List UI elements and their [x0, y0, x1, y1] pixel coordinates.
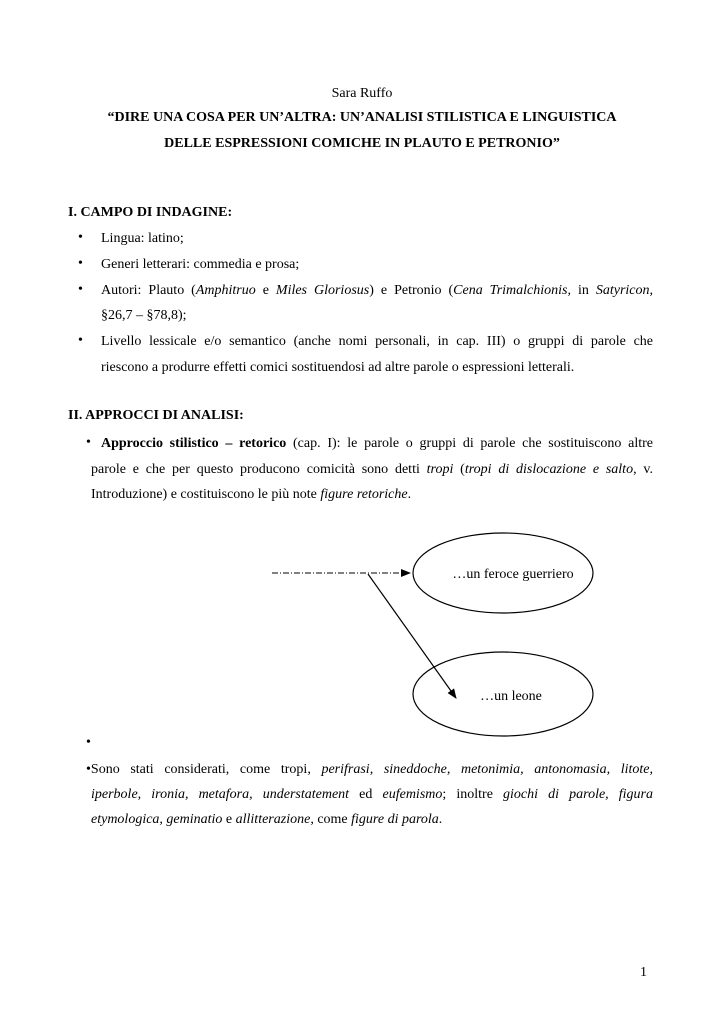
ellipse-2-label: …un leone: [480, 689, 542, 704]
paragraph-tropi-line-2: iperbole, ironia, metafora, understatement ed eufemismo; inoltre giochi di parole, figura: [91, 787, 654, 802]
section-2-heading: II. APPROCCI DI ANALISI:: [68, 408, 244, 423]
author-name: Sara Ruffo: [331, 86, 393, 101]
bullet-dot: •: [78, 333, 83, 348]
paragraph-approccio-line-2: parole e che per questo producono comicità sono detti tropi (tropi di dislocazione e salto, v.: [91, 462, 653, 477]
paragraph-tropi-line-1: •Sono stati considerati, come tropi, perifrasi, sineddoche, metonimia, antonomasia, litote,: [86, 762, 654, 777]
title-line-2: DELLE ESPRESSIONI COMICHE IN PLAUTO E PETRONIO”: [164, 136, 560, 151]
ellipse-1-label: …un feroce guerriero: [452, 567, 574, 582]
page-number: 1: [640, 965, 647, 980]
diagonal-arrow: [368, 574, 456, 698]
list-item-autori: Autori: Plauto (Amphitruo e Miles Gloriosus) e Petronio (Cena Trimalchionis, in Satyricon,: [101, 283, 653, 298]
list-item-livello: Livello lessicale e/o semantico (anche nomi personali, in cap. III) o gruppi di parole che: [101, 334, 653, 349]
section-1-heading: I. CAMPO DI INDAGINE:: [68, 205, 233, 220]
list-item-generi: Generi letterari: commedia e prosa;: [101, 257, 300, 272]
paragraph-approccio-line-1: Approccio stilistico – retorico (cap. I): le parole o gruppi di parole che sostituiscono altre: [101, 436, 653, 451]
bullet-dot: •: [78, 256, 83, 271]
bullet-dot: •: [86, 435, 91, 450]
list-item-lingua: Lingua: latino;: [101, 231, 184, 246]
paragraph-tropi-line-3: etymologica, geminatio e allitterazione, come figure di parola.: [91, 812, 443, 827]
list-item-livello-line-2: riescono a produrre effetti comici sostituendosi ad altre parole o espressioni letterali.: [101, 360, 575, 375]
bullet-dot: •: [78, 282, 83, 297]
bullet-dot: •: [78, 230, 83, 245]
bullet-dot-empty: •: [86, 735, 91, 750]
paragraph-approccio-line-3: Introduzione) e costituiscono le più note figure retoriche.: [91, 487, 412, 502]
list-item-autori-line-2: §26,7 – §78,8);: [101, 308, 187, 323]
title-line-1: “DIRE UNA COSA PER UN’ALTRA: UN’ANALISI STILISTICA E LINGUISTICA: [107, 110, 617, 125]
